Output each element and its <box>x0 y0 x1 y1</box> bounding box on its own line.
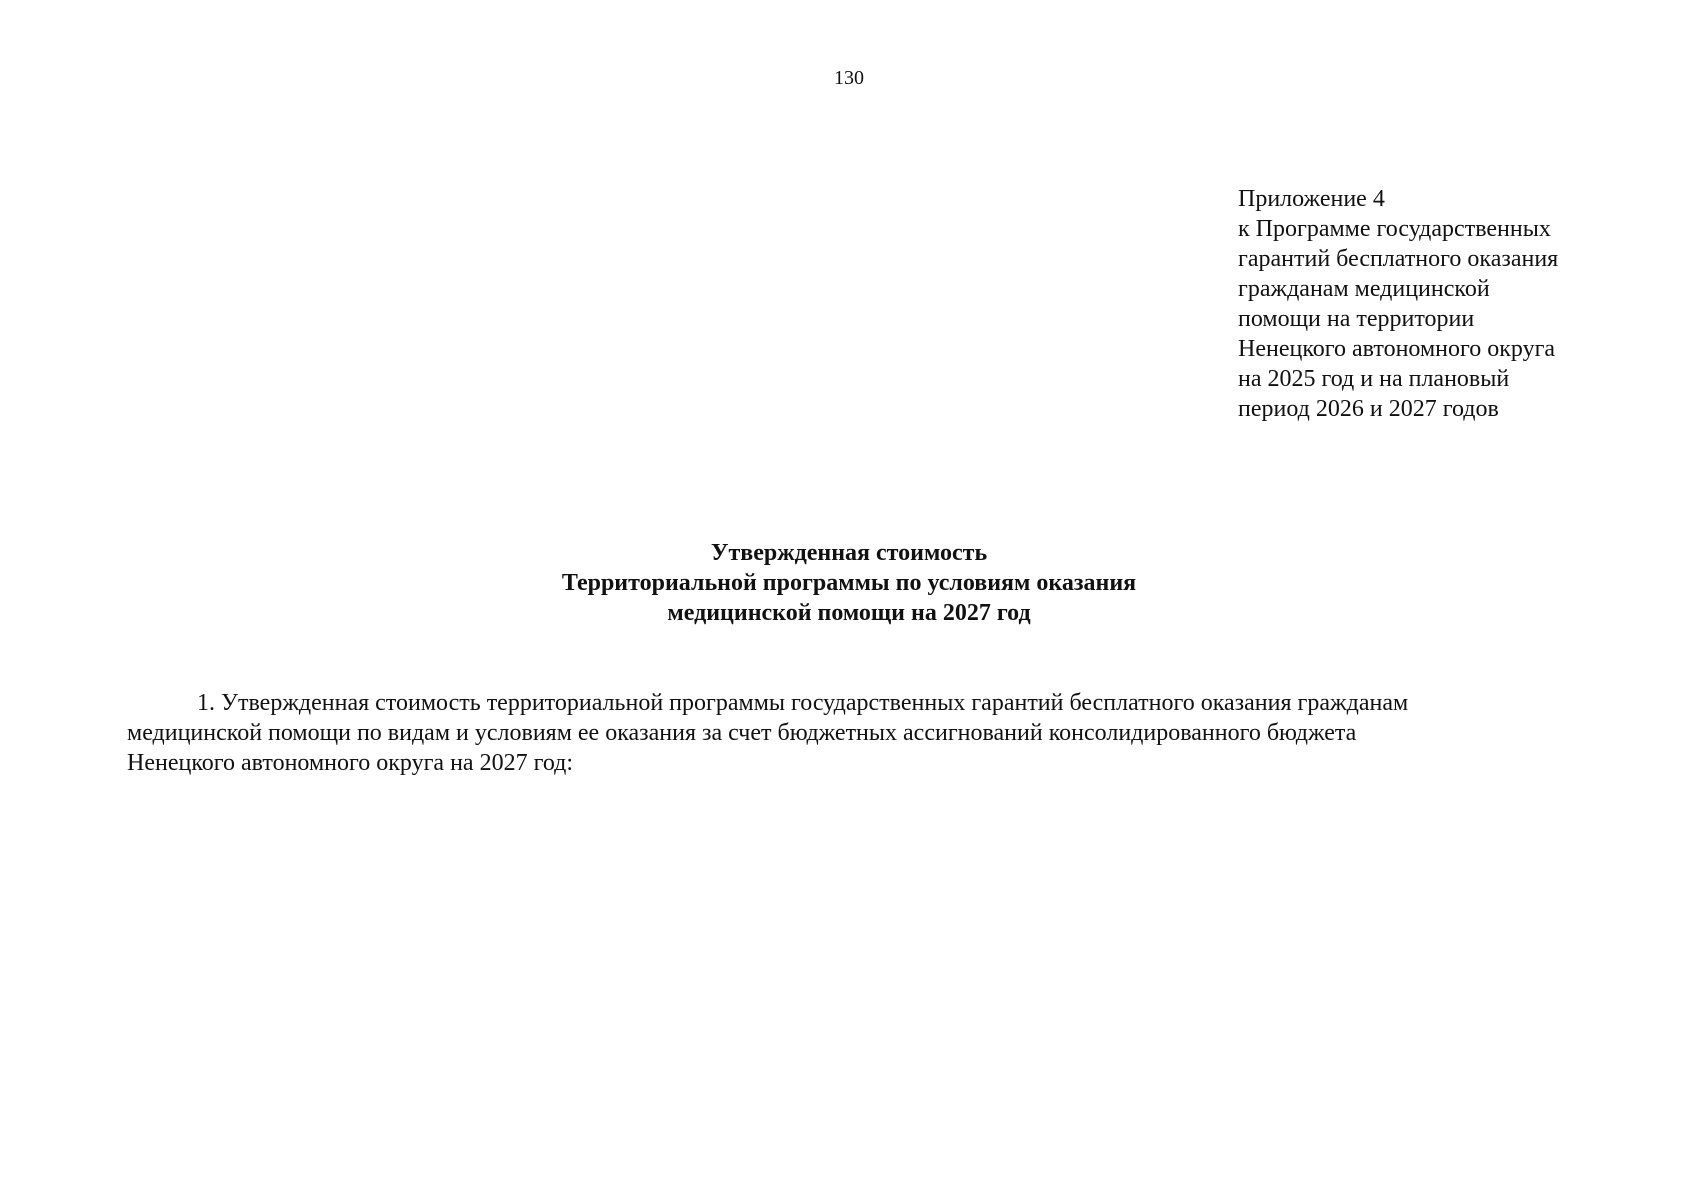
page-number: 130 <box>834 67 864 89</box>
paragraph-line: медицинской помощи по видам и условиям ее оказания за счет бюджетных ассигнований консолидированного бюджета <box>127 720 1357 746</box>
appendix-line: период 2026 и 2027 годов <box>1238 396 1499 422</box>
title-line: Территориальной программы по условиям оказания <box>561 570 1137 596</box>
appendix-reference <box>1238 184 1668 424</box>
paragraph-line: Ненецкого автономного округа на 2027 год: <box>127 750 574 776</box>
appendix-line: Ненецкого автономного округа <box>1238 336 1556 362</box>
appendix-line: на 2025 год и на плановый <box>1238 366 1510 392</box>
paragraph-line: 1. Утвержденная стоимость территориальной программы государственных гарантий бесплатного оказания гражданам <box>197 690 1409 716</box>
appendix-line: гарантий бесплатного оказания <box>1238 246 1559 272</box>
title-line: медицинской помощи на 2027 год <box>667 600 1031 626</box>
appendix-line: Приложение 4 <box>1238 186 1385 212</box>
title-line: Утвержденная стоимость <box>710 540 988 566</box>
appendix-line: гражданам медицинской <box>1238 276 1490 302</box>
body-paragraph <box>127 688 1587 778</box>
appendix-line: помощи на территории <box>1238 306 1475 332</box>
document-title <box>0 538 1698 628</box>
appendix-line: к Программе государственных <box>1238 216 1551 242</box>
